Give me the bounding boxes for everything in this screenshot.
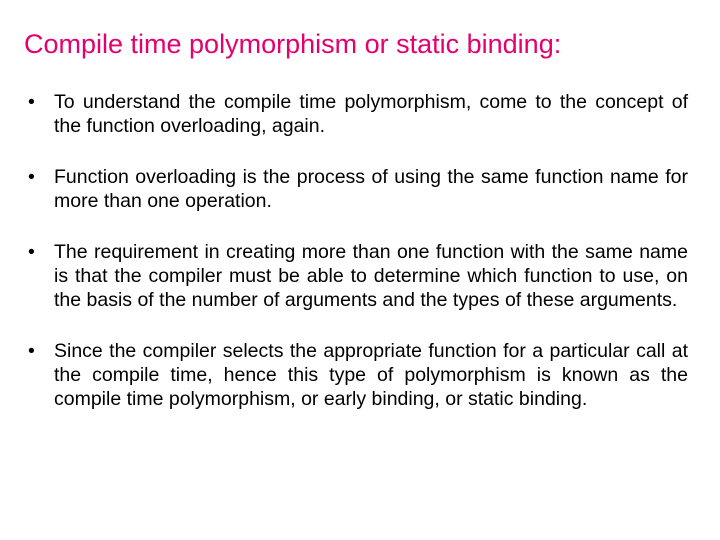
bullet-icon: •	[28, 166, 35, 188]
bullet-item	[24, 165, 688, 213]
bullet-list	[24, 90, 688, 438]
bullet-item	[24, 339, 688, 411]
bullet-icon: •	[28, 241, 35, 263]
slide-title: Compile time polymorphism or static binding:	[24, 29, 562, 59]
bullet-item	[24, 240, 688, 312]
bullet-text: To understand the compile time polymorphism, come to the concept of the function overloading, again.	[54, 91, 688, 137]
bullet-text: Since the compiler selects the appropriate function for a particular call at the compile time, hence this type of polymorphism is known as the compile time polymorphism, or early binding, or static binding.	[54, 340, 688, 410]
bullet-item	[24, 90, 688, 138]
bullet-icon: •	[28, 340, 35, 362]
bullet-icon: •	[28, 91, 35, 113]
bullet-text: Function overloading is the process of using the same function name for more than one operation.	[54, 166, 688, 212]
bullet-text: The requirement in creating more than one function with the same name is that the compiler must be able to determine which function to use, on the basis of the number of arguments and the types of these arguments.	[54, 241, 688, 311]
